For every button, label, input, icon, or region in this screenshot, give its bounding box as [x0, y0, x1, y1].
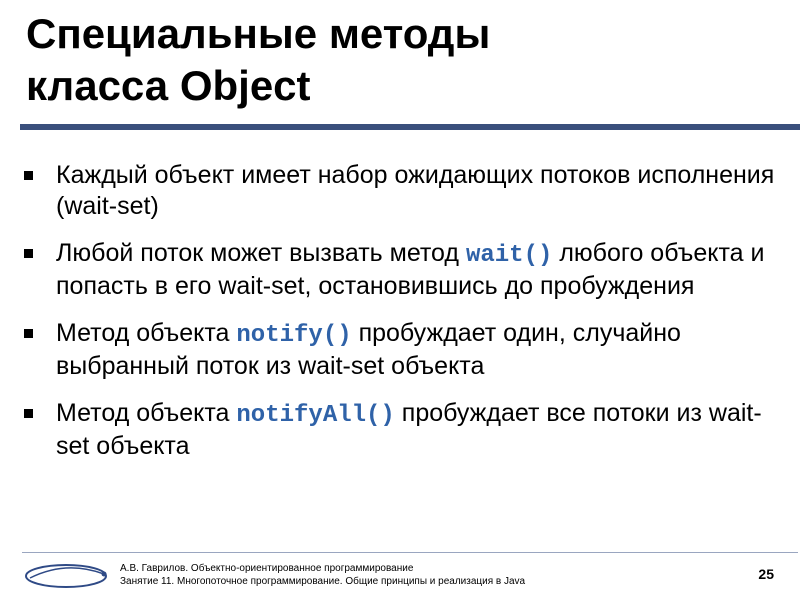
bullet-item-notify-method: [22, 318, 782, 382]
bullet-text-after: любого объекта и попасть в его wait-set, остановившись до пробуждения: [56, 239, 765, 300]
footer-course-info: [120, 562, 525, 588]
square-bullet-icon: [24, 329, 33, 338]
bullet-item-notifyall-method: [22, 398, 782, 462]
square-bullet-icon: [24, 171, 33, 180]
bullet-text-before: Любой поток может вызвать метод: [56, 239, 466, 267]
square-bullet-icon: [24, 409, 33, 418]
bullet-text: Каждый объект имеет набор ожидающих потоков исполнения (wait-set): [56, 161, 775, 220]
orbit-logo-icon: [20, 556, 112, 596]
slide-title: [26, 8, 490, 112]
bullet-text-before: Метод объекта: [56, 319, 237, 347]
code-notifyall: notifyAll(): [236, 402, 395, 429]
bullet-text-before: Метод объекта: [56, 399, 237, 427]
footer-author-line: А.В. Гаврилов. Объектно-ориентированное программирование: [120, 563, 414, 574]
code-notify: notify(): [236, 322, 352, 349]
slide-title-line-1: Специальные методы: [26, 10, 491, 57]
bullet-list: [22, 160, 782, 478]
square-bullet-icon: [24, 249, 33, 258]
code-wait: wait(): [465, 242, 553, 269]
page-number: 25: [758, 566, 774, 582]
footer-lesson-line: Занятие 11. Многопоточное программирование. Общие принципы и реализация в Java: [120, 576, 526, 587]
bullet-text-after: пробуждает один, случайно выбранный поток из wait-set объекта: [56, 319, 681, 380]
footer-divider: [22, 552, 798, 553]
bullet-item-wait-set: [22, 160, 782, 222]
slide-title-line-2: класса Object: [26, 62, 311, 109]
bullet-item-wait-method: [22, 238, 782, 302]
bullet-text-after: пробуждает все потоки из wait-set объекта: [56, 399, 762, 460]
title-divider: [20, 124, 800, 130]
